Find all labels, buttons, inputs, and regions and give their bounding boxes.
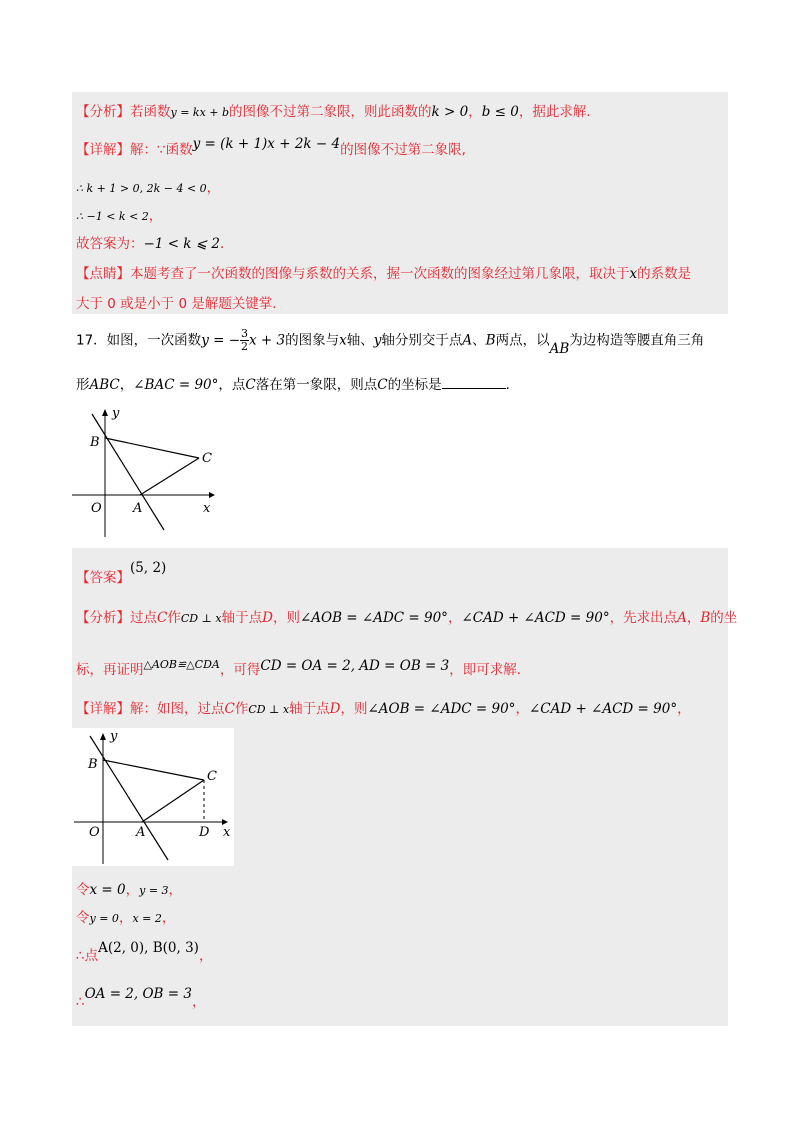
answer-tag: 【答案】 (76, 570, 130, 586)
step-1: ∴ k + 1 > 0, 2k − 4 < 0， (76, 180, 221, 196)
fraction: $\frac{3}{2}$ (241, 327, 249, 353)
y-axis-arrow (102, 409, 108, 416)
detail-17-line: 【详解】解：如图，过点C作CD ⊥ x轴于点D，则∠AOB = ∠ADC = 90°，∠CAD + ∠ACD = 90°， (76, 701, 691, 717)
label-b: B (88, 757, 98, 772)
label-c: C (207, 769, 217, 784)
step-17-3: ∴点A(2, 0), B(0, 3)， (76, 940, 213, 964)
answer-line: 故答案为：−1 < k ⩽ 2． (76, 236, 234, 252)
label-y: y (110, 729, 118, 744)
label-x: x (203, 501, 211, 516)
figure-2-panel (72, 728, 234, 866)
label-y: y (112, 406, 120, 421)
y-axis-arrow (100, 733, 106, 740)
segment-ac (142, 780, 204, 822)
label-c: C (202, 451, 212, 466)
label-o: O (89, 825, 100, 840)
answer-17-line: 【答案】(5, 2) (76, 560, 167, 586)
label-d: D (199, 825, 210, 840)
comment-tag: 【点睛】 (76, 266, 130, 282)
analysis-17-line-2: 标，再证明$^{\triangle AOB≌\triangle CDA}$，可得CD = OA = 2, AD = OB = 3，即可求解． (76, 658, 531, 678)
comment-line-1: 【点睛】本题考查了一次函数的图像与系数的关系，握一次函数的图象经过第几象限，取决于x的系数是 (76, 266, 692, 282)
segment-bc (103, 760, 204, 780)
line-ab (90, 736, 168, 860)
figure-1 (72, 400, 222, 540)
step-17-2: 令y = 0，x = 2， (76, 910, 176, 926)
step-2: ∴ −1 < k < 2， (76, 208, 163, 224)
answer-blank (442, 376, 506, 389)
label-a: A (133, 501, 143, 516)
comment-line-2: 大于 0 或是小于 0 是解题关键掌． (76, 296, 286, 312)
x-axis-arrow (209, 492, 215, 498)
step-17-4: ∴OA = 2, OB = 3， (76, 986, 206, 1010)
segment-bc (105, 438, 199, 458)
question-line-1: 17．如图，一次函数y = − $\frac{3}{2}$ x + 3的图象与x轴、y轴分别交于点A、B两点，以AB为边构造等腰直角三角 (76, 327, 705, 357)
detail-tag: 【详解】 (76, 142, 130, 158)
detail-line: 【详解】解：∵函数y = (k + 1)x + 2k − 4的图像不过第二象限, (76, 136, 466, 158)
line-ab (92, 414, 164, 530)
analysis-17-tag: 【分析】 (76, 610, 130, 626)
label-x: x (223, 825, 231, 840)
segment-ac (140, 458, 199, 495)
label-a: A (136, 825, 146, 840)
analysis-line: 【分析】若函数y = kx + b的图像不过第二象限，则此函数的k > 0，b ≤ 0，据此求解． (76, 104, 600, 120)
analysis-17-line-1: 【分析】过点C作CD ⊥ x轴于点D，则∠AOB = ∠ADC = 90°，∠CAD + ∠ACD = 90°，先求出点A，B的坐 (76, 610, 738, 626)
analysis-tag: 【分析】 (76, 104, 130, 120)
step-17-1: 令x = 0，y = 3， (76, 882, 183, 898)
label-o: O (91, 501, 102, 516)
question-line-2: 形ABC，∠BAC = 90°，点C落在第一象限，则点C的坐标是 ． (76, 377, 520, 393)
figure-2 (72, 728, 234, 866)
label-b: B (90, 435, 100, 450)
detail-17-tag: 【详解】 (76, 701, 130, 717)
